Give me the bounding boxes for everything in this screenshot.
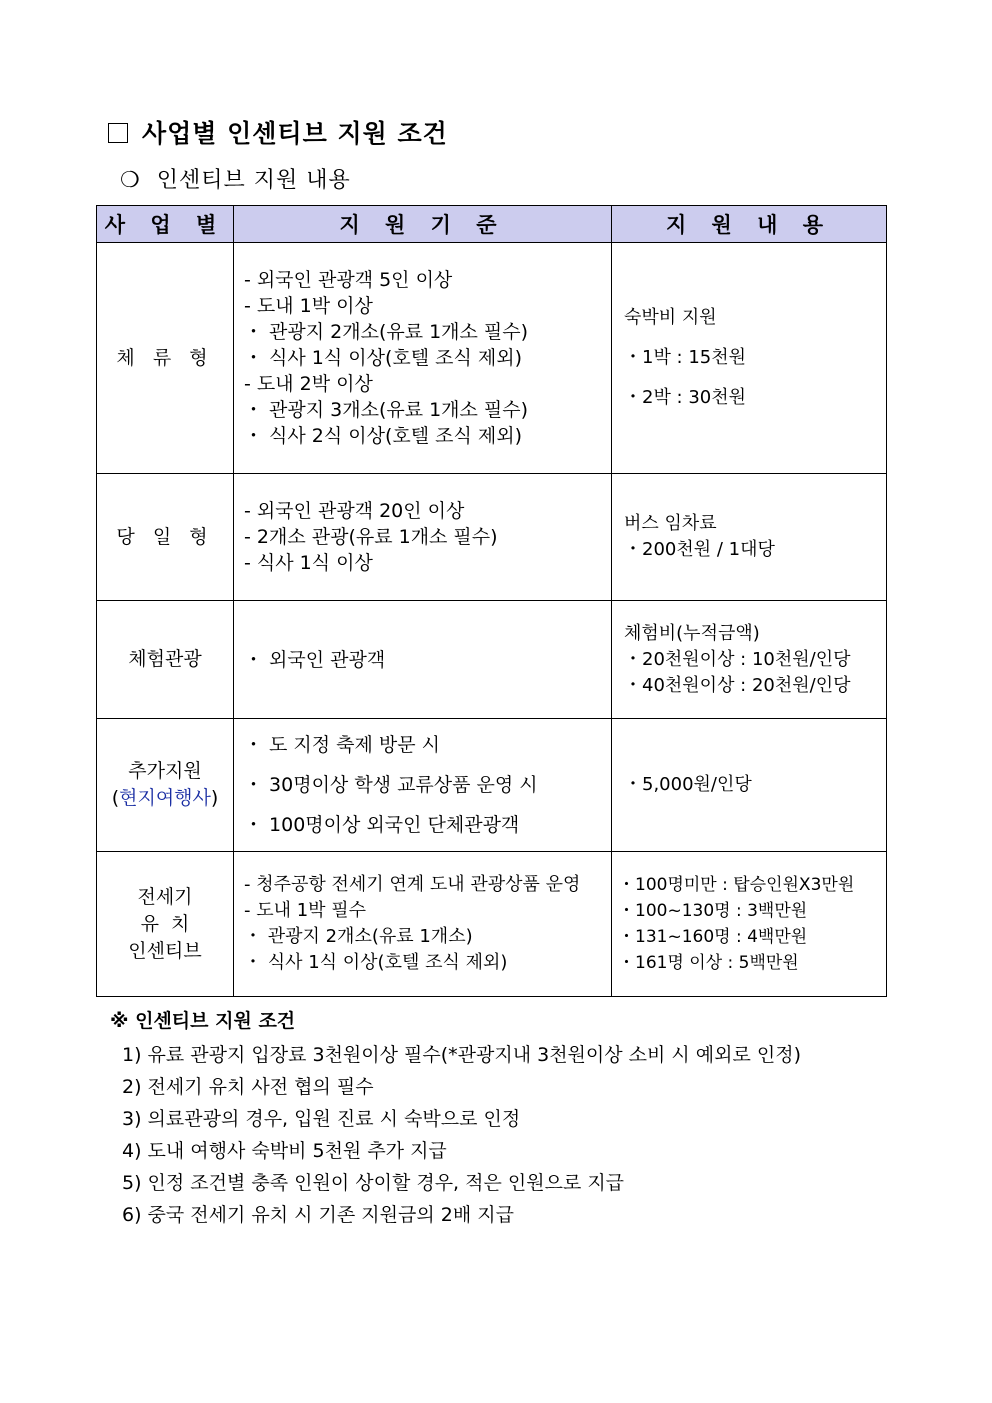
criteria-cell — [234, 601, 612, 719]
table-row — [97, 243, 887, 474]
notes-heading: ※ 인센티브 지원 조건 — [110, 1010, 296, 1032]
subsection-title — [120, 163, 351, 194]
table-row — [97, 719, 887, 852]
criteria-line: ・ 관광지 3개소(유료 1개소 필수) — [244, 399, 529, 421]
criteria-cell — [234, 474, 612, 601]
criteria-cell — [234, 243, 612, 474]
criteria-line: - 도내 2박 이상 — [244, 373, 373, 395]
content-line: 체험비(누적금액) — [624, 622, 760, 644]
content-cell — [612, 474, 887, 601]
category-line: 전세기 — [137, 885, 193, 908]
local-agency-highlight: 현지여행사 — [119, 787, 211, 809]
table-row — [97, 474, 887, 601]
content-line: ・200천원 / 1대당 — [624, 539, 775, 560]
category-cell — [97, 243, 234, 474]
category-line: 체험관광 — [128, 648, 202, 670]
category-cell — [97, 601, 234, 719]
note-item: 6) 중국 전세기 유치 시 기존 지원금의 2배 지급 — [122, 1204, 514, 1226]
note-item: 2) 전세기 유치 사전 협의 필수 — [122, 1076, 374, 1098]
criteria-line: - 외국인 관광객 5인 이상 — [244, 269, 453, 291]
content-line: 숙박비 지원 — [624, 307, 717, 328]
category-cell — [97, 719, 234, 852]
category-line-highlight: (현지여행사) — [111, 787, 219, 809]
category-line: 인센티브 — [128, 939, 202, 962]
content-line: ・5,000원/인당 — [624, 774, 752, 795]
criteria-line: - 도내 1박 이상 — [244, 295, 373, 317]
criteria-line: ・ 식사 1식 이상(호텔 조식 제외) — [244, 952, 508, 973]
criteria-line: - 도내 1박 필수 — [244, 900, 367, 921]
criteria-line: ・ 관광지 2개소(유료 1개소 필수) — [244, 321, 529, 343]
category-line: 추가지원 — [128, 760, 202, 782]
criteria-line: ・ 100명이상 외국인 단체관광객 — [244, 814, 520, 836]
content-line: ・20천원이상 : 10천원/인당 — [624, 648, 851, 670]
note-item: 4) 도내 여행사 숙박비 5천원 추가 지급 — [122, 1140, 447, 1162]
criteria-line: - 2개소 관광(유료 1개소 필수) — [244, 526, 498, 548]
section-title — [108, 114, 448, 150]
content-line: ・40천원이상 : 20천원/인당 — [624, 674, 851, 696]
content-line: ・100~130명 : 3백만원 — [618, 901, 808, 921]
conditions-notes — [110, 1006, 801, 1231]
subsection-title-text: 인센티브 지원 내용 — [156, 168, 351, 193]
criteria-line: ・ 식사 1식 이상(호텔 조식 제외) — [244, 347, 523, 369]
table-row — [97, 601, 887, 719]
section-title-text: 사업별 인센티브 지원 조건 — [142, 119, 448, 148]
content-cell — [612, 601, 887, 719]
category-line: 유 치 — [140, 912, 190, 935]
header-category: 사 업 별 — [97, 206, 234, 243]
criteria-line: ・ 식사 2식 이상(호텔 조식 제외) — [244, 425, 523, 447]
criteria-line: - 외국인 관광객 20인 이상 — [244, 500, 465, 522]
note-item: 3) 의료관광의 경우, 입원 진료 시 숙박으로 인정 — [122, 1108, 521, 1130]
criteria-line: - 식사 1식 이상 — [244, 552, 373, 574]
header-content: 지 원 내 용 — [612, 206, 887, 243]
content-cell — [612, 852, 887, 997]
header-criteria: 지 원 기 준 — [234, 206, 612, 243]
criteria-line: ・ 30명이상 학생 교류상품 운영 시 — [244, 774, 538, 796]
checkbox-square-icon — [108, 123, 128, 143]
category-cell — [97, 474, 234, 601]
content-line: ・161명 이상 : 5백만원 — [618, 953, 799, 973]
criteria-cell — [234, 852, 612, 997]
content-cell — [612, 719, 887, 852]
criteria-cell — [234, 719, 612, 852]
content-line: ・100명미만 : 탑승인원X3만원 — [618, 875, 855, 895]
content-line: 버스 임차료 — [624, 513, 717, 534]
category-line: 당 일 형 — [116, 525, 214, 548]
content-line: ・2박 : 30천원 — [624, 387, 747, 408]
note-item: 5) 인정 조건별 충족 인원이 상이할 경우, 적은 인원으로 지급 — [122, 1172, 625, 1194]
category-line: 체 류 형 — [116, 346, 214, 369]
table-row — [97, 852, 887, 997]
criteria-line: ・ 도 지정 축제 방문 시 — [244, 734, 441, 756]
criteria-line: ・ 관광지 2개소(유료 1개소) — [244, 926, 473, 947]
note-item: 1) 유료 관광지 입장료 3천원이상 필수(*관광지내 3천원이상 소비 시 예외로 인정) — [122, 1044, 802, 1066]
incentive-table — [96, 205, 887, 997]
criteria-line: ・ 외국인 관광객 — [244, 648, 386, 671]
circle-bullet-icon: ❍ — [120, 168, 141, 193]
table-header-row — [97, 206, 887, 243]
content-line: ・131~160명 : 4백만원 — [618, 927, 808, 947]
content-line: ・1박 : 15천원 — [624, 347, 747, 368]
criteria-line: - 청주공항 전세기 연계 도내 관광상품 운영 — [244, 874, 581, 895]
category-cell — [97, 852, 234, 997]
content-cell — [612, 243, 887, 474]
